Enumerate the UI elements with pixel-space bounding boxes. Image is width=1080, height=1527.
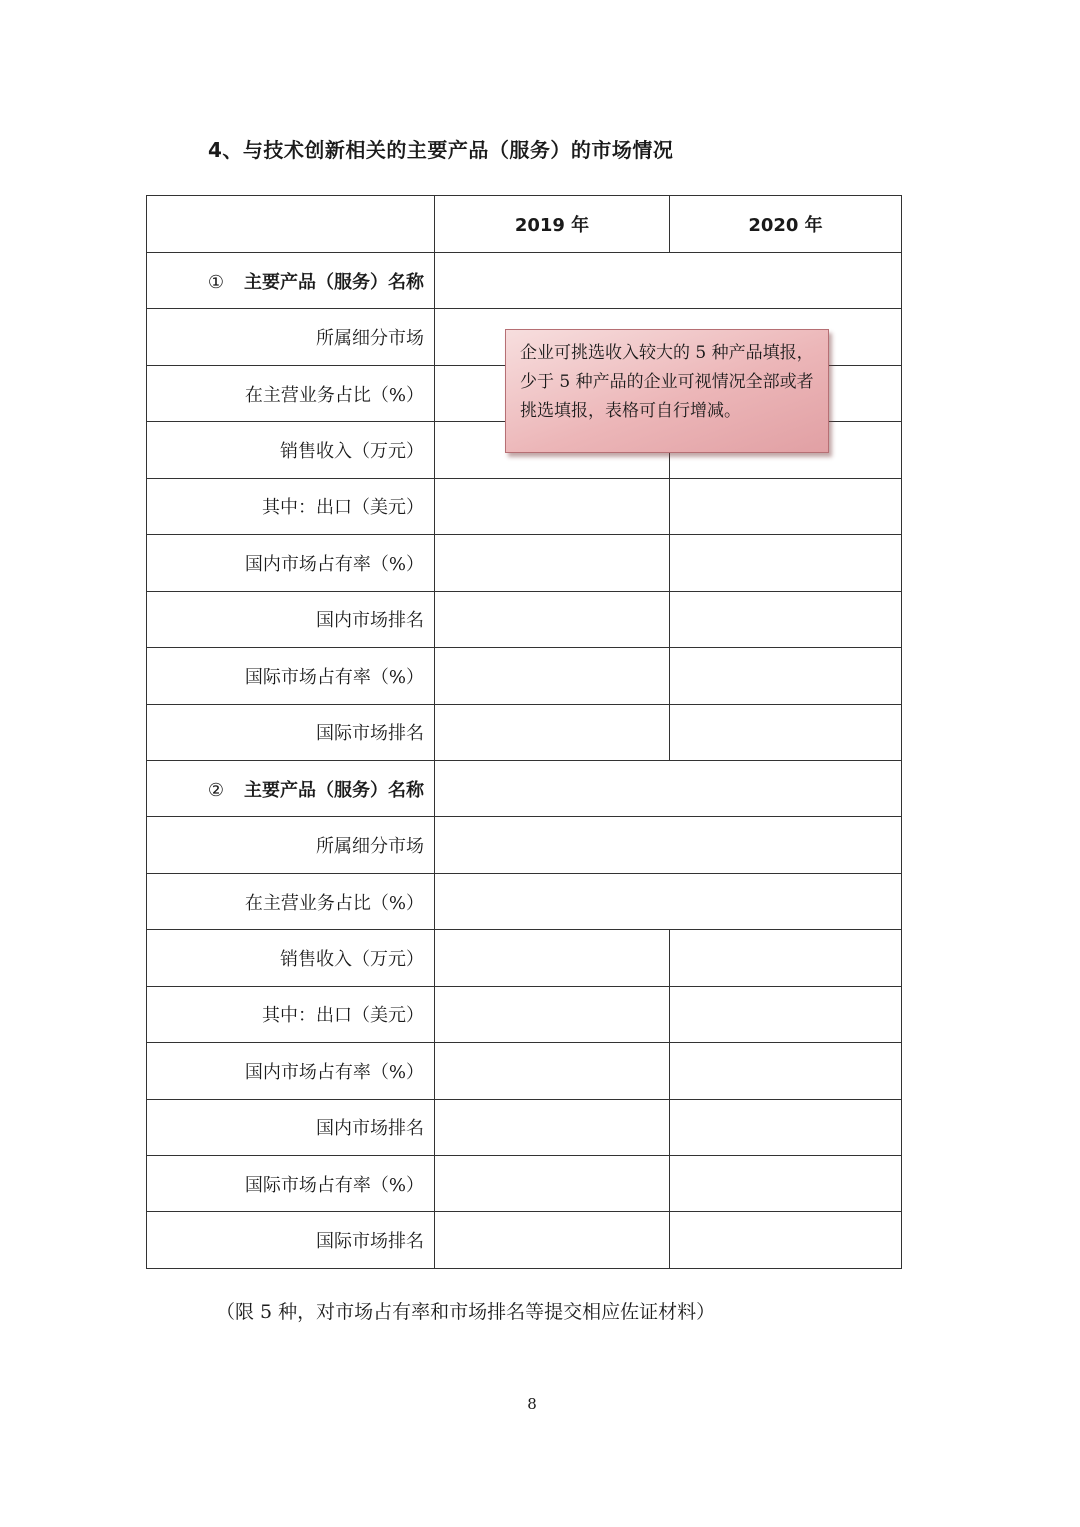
- cell-2019[interactable]: [435, 648, 670, 704]
- header-blank-cell: [147, 196, 435, 253]
- cell-2020[interactable]: [670, 1156, 902, 1212]
- page-number: 8: [527, 1395, 537, 1413]
- product-1-number: ①: [207, 271, 224, 293]
- product-1-row-label: 国际市场占有率（%）: [147, 648, 435, 704]
- cell-2020[interactable]: [670, 648, 902, 704]
- product-2-row: [147, 1156, 902, 1212]
- product-1-row: [147, 648, 902, 704]
- product-2-share-input-cell[interactable]: [435, 873, 902, 929]
- product-2-row: [147, 986, 902, 1042]
- product-1-row-label: 销售收入（万元）: [147, 422, 435, 478]
- product-2-row-label: 国内市场占有率（%）: [147, 1043, 435, 1099]
- product-2-row: [147, 1099, 902, 1155]
- product-2-row: [147, 817, 902, 873]
- cell-2019[interactable]: [435, 930, 670, 986]
- product-1-row: [147, 591, 902, 647]
- product-2-segment-input-cell[interactable]: [435, 817, 902, 873]
- product-1-name-row: [147, 253, 902, 309]
- cell-2019[interactable]: [435, 1156, 670, 1212]
- year-2020-header: 2020 年: [670, 196, 902, 253]
- product-1-row: [147, 704, 902, 760]
- product-2-row-label: 在主营业务占比（%）: [147, 873, 435, 929]
- product-1-row-label: 国内市场占有率（%）: [147, 535, 435, 591]
- cell-2019[interactable]: [435, 1099, 670, 1155]
- product-2-row: [147, 873, 902, 929]
- footnote: （限 5 种，对市场占有率和市场排名等提交相应佐证材料）: [216, 1301, 716, 1323]
- product-2-row-label: 国际市场占有率（%）: [147, 1156, 435, 1212]
- section-title: 4、与技术创新相关的主要产品（服务）的市场情况: [208, 138, 674, 162]
- header-row: [147, 196, 902, 253]
- product-2-name-input-cell[interactable]: [435, 760, 902, 816]
- product-2-name-label: ② 主要产品（服务）名称: [147, 760, 435, 816]
- cell-2020[interactable]: [670, 1212, 902, 1268]
- product-2-name-row: [147, 760, 902, 816]
- product-2-row: [147, 1212, 902, 1268]
- cell-2019[interactable]: [435, 1212, 670, 1268]
- product-1-row-label: 所属细分市场: [147, 309, 435, 365]
- product-2-row-label: 国内市场排名: [147, 1099, 435, 1155]
- product-1-row-label: 国际市场排名: [147, 704, 435, 760]
- cell-2019[interactable]: [435, 535, 670, 591]
- product-1-name-input-cell[interactable]: [435, 253, 902, 309]
- cell-2020[interactable]: [670, 535, 902, 591]
- cell-2020[interactable]: [670, 1043, 902, 1099]
- product-2-number: ②: [207, 779, 224, 801]
- cell-2020[interactable]: [670, 1099, 902, 1155]
- cell-2019[interactable]: [435, 591, 670, 647]
- cell-2019[interactable]: [435, 986, 670, 1042]
- cell-2020[interactable]: [670, 930, 902, 986]
- instruction-note-box: 企业可挑选收入较大的 5 种产品填报，少于 5 种产品的企业可视情况全部或者挑选填报，表格可自行增减。: [505, 329, 829, 453]
- cell-2020[interactable]: [670, 704, 902, 760]
- cell-2020[interactable]: [670, 478, 902, 534]
- product-2-row: [147, 930, 902, 986]
- cell-2019[interactable]: [435, 704, 670, 760]
- product-2-row-label: 国际市场排名: [147, 1212, 435, 1268]
- cell-2019[interactable]: [435, 478, 670, 534]
- cell-2020[interactable]: [670, 986, 902, 1042]
- product-2-row-label: 其中：出口（美元）: [147, 986, 435, 1042]
- product-1-row: [147, 535, 902, 591]
- product-1-row-label: 国内市场排名: [147, 591, 435, 647]
- cell-2019[interactable]: [435, 1043, 670, 1099]
- product-2-row-label: 所属细分市场: [147, 817, 435, 873]
- year-2019-header: 2019 年: [435, 196, 670, 253]
- product-1-name-label: ① 主要产品（服务）名称: [147, 253, 435, 309]
- product-2-row: [147, 1043, 902, 1099]
- product-1-row-label: 其中：出口（美元）: [147, 478, 435, 534]
- product-2-row-label: 销售收入（万元）: [147, 930, 435, 986]
- cell-2020[interactable]: [670, 591, 902, 647]
- product-1-row: [147, 478, 902, 534]
- product-1-row-label: 在主营业务占比（%）: [147, 365, 435, 421]
